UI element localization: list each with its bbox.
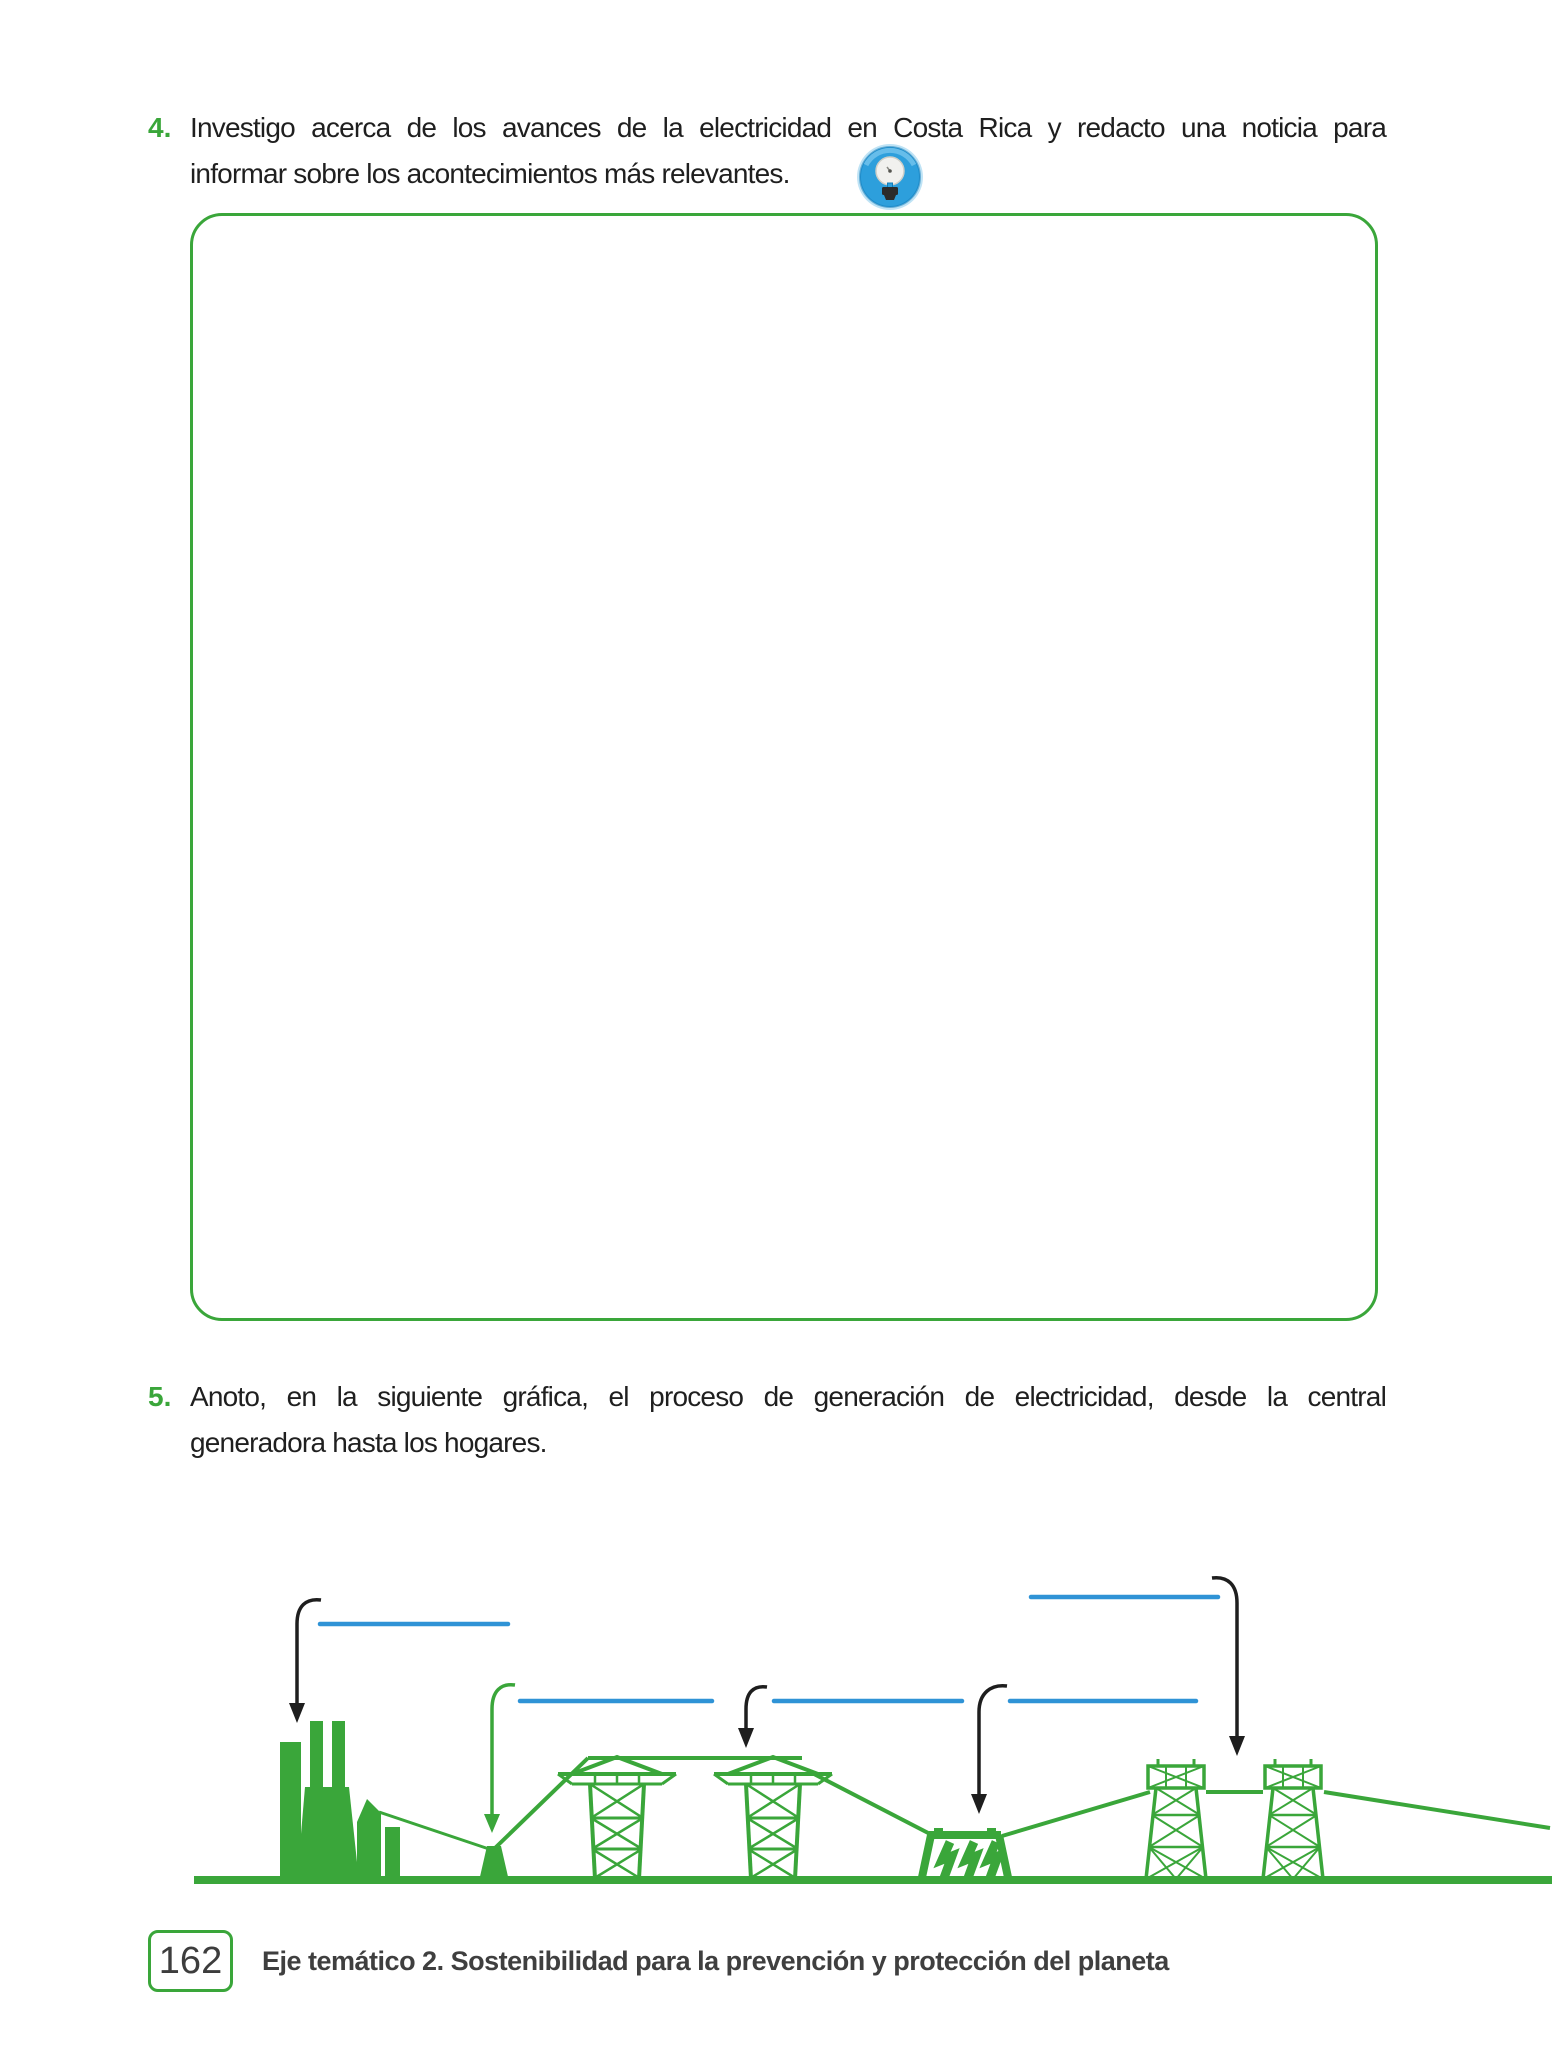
arrow-to-transformer (492, 1685, 515, 1816)
distribution-tower-icon (1263, 1759, 1323, 1879)
item5-number: 5. (148, 1381, 172, 1412)
page-number: 162 (158, 1939, 223, 1982)
item4-answer-box[interactable] (190, 213, 1378, 1321)
item4-line2: informar sobre los acontecimientos más relevantes. (190, 158, 790, 189)
transmission-tower-icon (714, 1757, 832, 1879)
arrow-to-distribution-towers (1212, 1578, 1237, 1738)
item5-line2: generadora hasta los hogares. (190, 1427, 547, 1458)
footer-theme-label: Eje temático 2. Sostenibilidad para la prevención y protección del planeta (262, 1945, 1169, 1976)
substation-icon (921, 1828, 1009, 1882)
transmission-tower-icon (558, 1757, 676, 1879)
distribution-tower-icon (1146, 1759, 1206, 1879)
item5-text (190, 1374, 1386, 1466)
electricity-diagram (0, 1560, 1564, 1920)
lightbulb-icon (854, 141, 926, 213)
arrow-to-power-plant (297, 1600, 321, 1705)
arrow-to-transmission-towers (746, 1687, 767, 1730)
item4-line1: Investigo acerca de los avances de la electricidad en Costa Rica y redacto una noticia para (190, 112, 1386, 143)
pointer-arrows (289, 1578, 1245, 1833)
step-up-transformer-icon (479, 1846, 509, 1881)
power-plant-icon (280, 1721, 400, 1881)
page-number-box (148, 1930, 233, 1992)
item4-number: 4. (148, 112, 172, 143)
arrow-to-substation (979, 1686, 1007, 1796)
item5-line1: Anoto, en la siguiente gráfica, el proceso de generación de electricidad, desde la central (190, 1381, 1386, 1412)
item4-text (190, 105, 1386, 197)
